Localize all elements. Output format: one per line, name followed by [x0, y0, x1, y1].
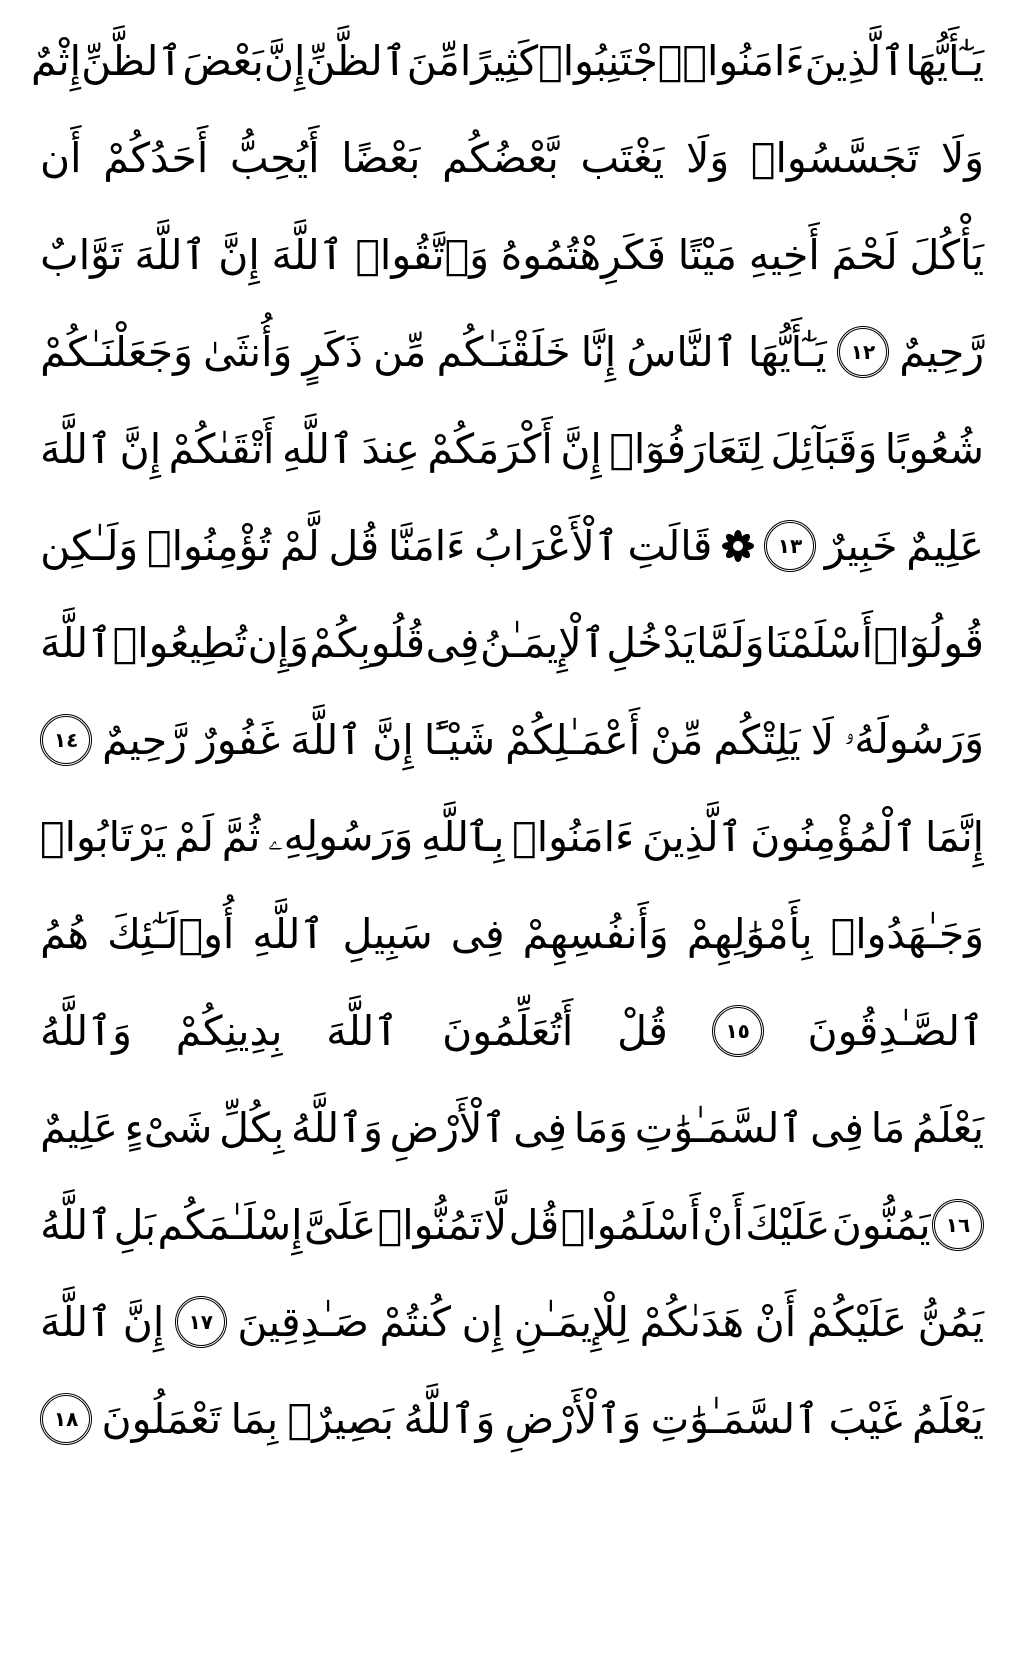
quran-word: ٱلظَّنِّ: [81, 36, 183, 85]
quran-word: ٱلْإِيمَـٰنُ: [479, 618, 606, 667]
quran-word: وَٱللَّهُ: [291, 1103, 383, 1152]
quran-word: ٱللَّهُ: [40, 1200, 113, 1249]
quran-word: بِأَمْوَٰلِهِمْ: [686, 909, 813, 958]
text-line: [40, 691, 984, 788]
quran-word: وَإِن: [247, 618, 309, 667]
text-line: [40, 109, 984, 206]
quran-word: وَٱلْأَرْضِ: [504, 1394, 642, 1443]
quran-word: ٱلَّذِينَ: [804, 36, 906, 85]
quran-word: أَسْلَمُوا۟: [560, 1200, 701, 1249]
quran-word: عِندَ: [361, 424, 420, 473]
text-line: [40, 1176, 984, 1273]
quran-word: إِثْمٌ: [30, 36, 82, 85]
quran-word: وَرَسُولِهِۦ: [268, 812, 414, 860]
quran-word: مَيْتًا: [677, 230, 737, 279]
quran-word: تُؤْمِنُوا۟: [147, 521, 272, 570]
quran-word: قُولُوٓا۟: [873, 618, 984, 667]
quran-word: ٱلنَّاسُ: [626, 327, 738, 376]
quran-word: لَحْمَ: [831, 230, 898, 279]
quran-word: عَلِيمٌ: [40, 1103, 118, 1152]
quran-word: أَتُعَلِّمُونَ: [442, 1006, 574, 1055]
quran-word: خَبِيرٌ: [824, 521, 898, 570]
quran-word: شَيْـًٔا: [423, 715, 496, 764]
quran-word: أَسْلَمْنَا: [765, 618, 874, 667]
quran-word: أَحَدُكُمْ: [103, 133, 209, 182]
quran-word: كُنتُمْ: [379, 1297, 452, 1346]
quran-word: بَّعْضُكُم: [442, 133, 559, 182]
quran-word: وَٱتَّقُوا۟: [355, 230, 490, 279]
quran-word: بَعْضًا: [341, 133, 421, 182]
quran-word: ٱللَّهَ: [40, 1297, 113, 1346]
quran-word: يَأْكُلَ: [909, 230, 984, 279]
ayah-number-marker: ١٤: [40, 714, 92, 766]
quran-word: وَٱللَّهُ: [403, 1394, 496, 1443]
quran-word: إِنَّا: [580, 327, 617, 376]
quran-word: أَن: [40, 133, 82, 182]
quran-word: أَكْرَمَكُمْ: [427, 424, 553, 473]
quran-word: يَلِتْكُم: [713, 715, 801, 764]
quran-word: عَلَىَّ: [303, 1200, 377, 1249]
quran-word: مِّنَ: [406, 36, 460, 85]
quran-word: لِلْإِيمَـٰنِ: [513, 1297, 630, 1346]
quran-word: يَمُنُّ: [917, 1297, 984, 1346]
quran-word: يَـٰٓأَيُّهَا: [905, 36, 984, 85]
quran-word: إِنَّ: [560, 424, 602, 473]
quran-word: تَجَسَّسُوا۟: [750, 133, 920, 182]
text-line: [40, 1079, 984, 1176]
ayah-number-marker: ١٦: [932, 1199, 984, 1251]
quran-word: تَمُنُّوا۟: [377, 1200, 483, 1249]
text-line: [30, 12, 984, 109]
quran-word: أَعْمَـٰلِكُمْ: [505, 715, 641, 764]
quran-word: غَيْبَ: [828, 1394, 903, 1443]
text-line: [40, 497, 984, 594]
quran-word: هَدَىٰكُمْ: [639, 1297, 745, 1346]
quran-word: قُل: [508, 1200, 560, 1249]
quran-word: مَا: [870, 1103, 906, 1152]
text-line: [40, 982, 984, 1079]
quran-word: بَلِ: [113, 1200, 157, 1249]
quran-word: عَلِيمٌ: [906, 521, 984, 570]
quran-word: قُل: [328, 521, 380, 570]
quran-word: يَـٰٓأَيُّهَا: [748, 327, 827, 376]
quran-word: أَخِيهِ: [748, 230, 820, 279]
quran-word: بِمَا: [230, 1394, 279, 1443]
quran-word: صَـٰدِقِينَ: [237, 1297, 369, 1346]
quran-word: عَلَيْكَ: [745, 1200, 831, 1249]
quran-word: ءَامَنَّا: [387, 521, 466, 570]
quran-word: ٱللَّهَ: [326, 1006, 399, 1055]
text-line: [40, 400, 984, 497]
text-line: [40, 594, 984, 691]
ayah-number-marker: ١٣: [764, 520, 816, 572]
ayah-number-marker: ١٧: [175, 1296, 227, 1348]
quran-word: لَّمْ: [279, 521, 320, 570]
quran-word: رَّحِيمٌ: [102, 715, 187, 764]
quran-word: إِنَّ: [119, 424, 162, 473]
quran-word: ٱللَّهَ: [271, 230, 344, 279]
text-line: [40, 788, 984, 885]
quran-word: إِنَّمَا: [925, 812, 984, 861]
quran-word: شَىْءٍ: [124, 1103, 213, 1152]
text-line: [40, 1273, 984, 1370]
quran-word: فِى: [810, 1103, 864, 1152]
text-line: [40, 885, 984, 982]
quran-word: وَأَنفُسِهِمْ: [522, 909, 669, 958]
quran-word: أَنْ: [754, 1297, 797, 1346]
text-line: [40, 303, 984, 400]
quran-word: تَعْمَلُونَ: [101, 1394, 222, 1443]
quran-word: وَقَبَآئِلَ: [770, 424, 878, 473]
quran-word: ٱلصَّـٰدِقُونَ: [807, 1006, 984, 1055]
quran-word: فِى: [425, 618, 480, 667]
quran-word: خَلَقْنَـٰكُم: [436, 327, 571, 376]
quran-word: قَالَتِ: [627, 521, 713, 570]
quran-word: ذَكَرٍ: [302, 327, 363, 376]
quran-word: أَنْ: [702, 1200, 744, 1249]
quran-word: إِنَّ: [263, 36, 306, 85]
quran-word: إِن: [461, 1297, 504, 1346]
quran-word: وَلَمَّا: [696, 618, 765, 667]
quran-word: تَوَّابٌ: [40, 230, 123, 279]
quran-word: ءَامَنُوا۟: [682, 36, 805, 85]
quran-word: يَمُنُّونَ: [831, 1200, 931, 1249]
quran-word: وَٱللَّهُ: [40, 1006, 132, 1055]
quran-word: ٱلْأَعْرَابُ: [474, 521, 619, 570]
quran-word: رَّحِيمٌ: [899, 327, 984, 376]
quran-word: وَرَسُولَهُۥ: [844, 715, 984, 763]
quran-word: أَيُحِبُّ: [229, 133, 320, 182]
quran-word: شُعُوبًا: [884, 424, 984, 473]
quran-word: هُمُ: [40, 909, 89, 958]
quran-word: ٱللَّهَ: [134, 230, 207, 279]
quran-word: غَفُورٌ: [196, 715, 281, 764]
quran-word: ٱللَّهِ: [281, 424, 355, 473]
quran-word: بِٱللَّهِ: [420, 812, 505, 861]
quran-word: يَرْتَابُوا۟: [40, 812, 167, 861]
quran-word: لَمْ: [174, 812, 215, 861]
quran-word: بَصِيرٌۢ: [287, 1394, 395, 1443]
quran-word: ٱلظَّنِّ: [305, 36, 407, 85]
quran-word: يَغْتَب: [580, 133, 665, 182]
quran-word: وَلَا: [686, 133, 730, 182]
quran-word: ثُمَّ: [221, 812, 261, 861]
quran-word: بَعْضَ: [182, 36, 264, 85]
text-line: [40, 1370, 984, 1467]
quran-word: وَجَعَلْنَـٰكُمْ: [40, 327, 193, 376]
sajda-rosette-icon: [721, 529, 755, 563]
quran-word: فَكَرِهْتُمُوهُ: [500, 230, 667, 279]
quran-word: فِى: [513, 1103, 567, 1152]
quran-word: إِنَّ: [218, 230, 260, 279]
quran-word: بِكُلِّ: [219, 1103, 285, 1152]
quran-word: ٱجْتَنِبُوا۟: [538, 36, 683, 85]
quran-word: ٱلسَّمَـٰوَٰتِ: [634, 1103, 804, 1152]
quran-word: مِّنْ: [650, 715, 704, 764]
quran-word: فِى: [450, 909, 505, 958]
quran-word: ءَامَنُوا۟: [512, 812, 635, 861]
quran-word: ٱللَّهِ: [252, 909, 325, 958]
quran-word: قُلُوبِكُمْ: [309, 618, 426, 667]
quran-word: لِتَعَارَفُوٓا۟: [609, 424, 764, 473]
ayah-number-marker: ١٢: [837, 326, 889, 378]
quran-word: وَجَـٰهَدُوا۟: [830, 909, 984, 958]
quran-word: ٱلَّذِينَ: [641, 812, 743, 861]
quran-word: عَلَيْكُمْ: [806, 1297, 908, 1346]
quran-word: أُو۟لَـٰٓئِكَ: [107, 909, 235, 958]
ayah-number-marker: ١٥: [712, 1005, 764, 1057]
quran-word: كَثِيرًا: [459, 36, 539, 85]
quran-word: بِدِينِكُمْ: [175, 1006, 283, 1055]
quran-word: إِسْلَـٰمَكُم: [157, 1200, 303, 1249]
quran-word: إِنَّ: [372, 715, 414, 764]
quran-word: لَا: [810, 715, 835, 764]
quran-word: وَمَا: [573, 1103, 629, 1152]
quran-word: يَدْخُلِ: [606, 618, 696, 667]
ayah-number-marker: ١٨: [40, 1393, 92, 1445]
quran-word: وَلَا: [940, 133, 984, 182]
quran-word: يَعْلَمُ: [911, 1103, 984, 1152]
quran-word: ٱلسَّمَـٰوَٰتِ: [650, 1394, 820, 1443]
quran-word: وَأُنثَىٰ: [203, 327, 293, 376]
quran-word: وَلَـٰكِن: [40, 521, 139, 570]
quran-word: تُطِيعُوا۟: [112, 618, 248, 667]
quran-word: سَبِيلِ: [342, 909, 433, 958]
quran-word: مِّن: [373, 327, 427, 376]
quran-word: ٱللَّهَ: [40, 424, 113, 473]
quran-word: ٱلْأَرْضِ: [389, 1103, 507, 1152]
quran-word: ٱللَّهَ: [290, 715, 363, 764]
quran-word: إِنَّ: [122, 1297, 165, 1346]
quran-word: ٱللَّهَ: [40, 618, 113, 667]
quran-word: ٱلْمُؤْمِنُونَ: [750, 812, 918, 861]
quran-word: أَتْقَىٰكُمْ: [168, 424, 275, 473]
quran-word: يَعْلَمُ: [911, 1394, 984, 1443]
text-line: [40, 206, 984, 303]
quran-word: قُلْ: [617, 1006, 668, 1055]
quran-word: لَّا: [483, 1200, 508, 1249]
